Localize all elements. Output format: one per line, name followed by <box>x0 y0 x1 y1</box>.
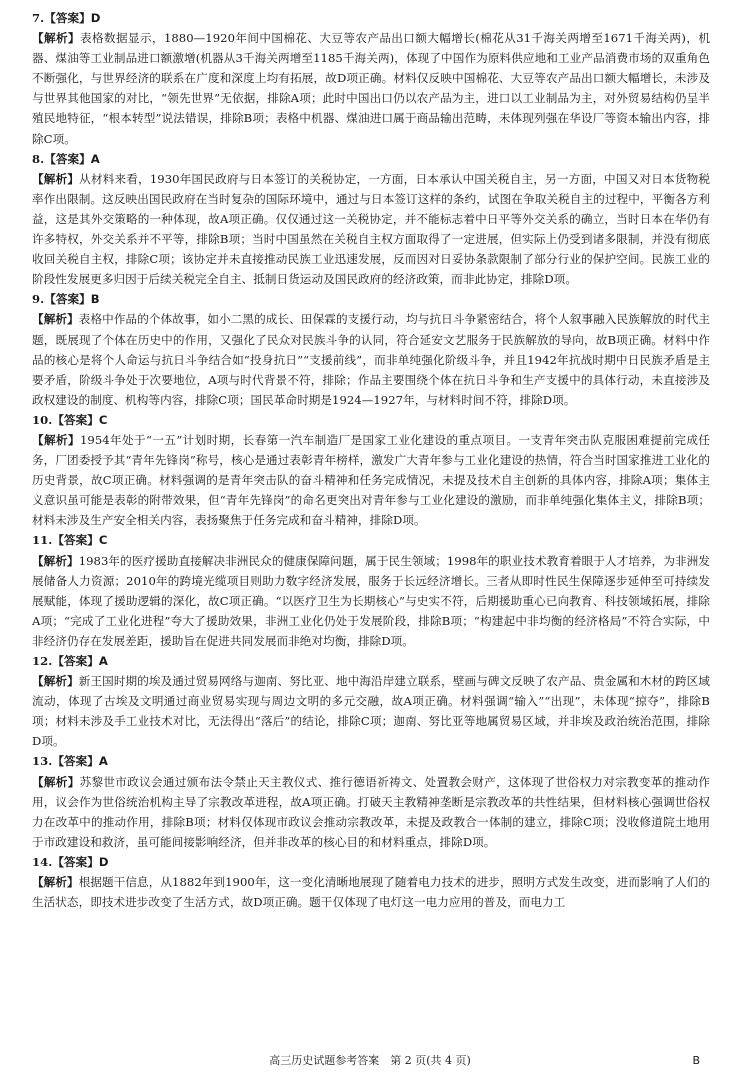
answer-label: 【答案】 <box>44 11 91 25</box>
question-number: 11. <box>32 533 53 548</box>
answer-choice: D <box>90 11 101 25</box>
analysis-label: 【解析】 <box>32 171 80 186</box>
answer-label: 【答案】 <box>52 754 99 769</box>
page-number-label: 高三历史试题参考答案 第 2 页(共 4 页) <box>269 1054 471 1067</box>
question-number: 7. <box>32 11 45 25</box>
answer-choice: A <box>98 654 108 668</box>
answer-label: 【答案】 <box>52 412 99 427</box>
answer-label: 【答案】 <box>52 533 99 548</box>
analysis-paragraph <box>32 551 710 651</box>
analysis-text: 1954年处于“一五”计划时期，长春第一汽车制造厂是国家工业化建设的重点项目。一支青年突击队克服困难提前完成任务，厂团委授予其“青年先锋岗”称号，核心是通过表彰青年榜样，激发广大青年参与工业化建设的热情，符合当时国家推进工业化的历史背景，故C项正确。材料强调的是青年突击队的奋斗精神和任务完成情况，未提及技术自主创新的具体内容，排除A项；集体主义意识虽可能是表彰的附带效果，但“青年先锋岗”的命名更突出对青年参与工业化建设的激励，而非单纯强化集体主义，排除B项；材料未涉及生产安全相关内容，表扬聚焦于任务完成和奋斗精神，排除D项。 <box>32 432 710 528</box>
question-block <box>32 410 710 531</box>
analysis-label: 【解析】 <box>32 312 79 327</box>
answer-line <box>32 751 710 771</box>
question-block <box>32 149 710 290</box>
question-block <box>32 751 710 851</box>
answer-line <box>32 149 710 169</box>
answer-line <box>32 8 710 28</box>
question-number: 13. <box>32 754 53 769</box>
analysis-text: 表格中作品的个体故事，如小二黑的成长、田保霖的支援行动，均与抗日斗争紧密结合，将个人叙事融入民族解放的时代主题，既展现了个体在历史中的作用，又强化了民众对民族斗争的认同，符合延安文艺服务于民族解放的导向，故B项正确。材料中作品的核心是将个人命运与抗日斗争结合如“投身抗日”“支援前线”，而非单纯强化阶级斗争，并且1942年抗战时期中日民族矛盾是主要矛盾，阶级斗争处于次要地位，A项与时代背景不符，排除；作品主要围绕个体在抗日斗争和生产支援中的具体行动，未直接涉及政权建设的制度、机构等内容，排除C项；国民革命时期是1924—1927年，与材料时间不符，排除D项。 <box>32 312 710 407</box>
question-number: 9. <box>32 292 45 307</box>
analysis-text: 从材料来看，1930年国民政府与日本签订的关税协定，一方面，日本承认中国关税自主，另一方面，中国又对日本货物税率作出限制。这反映出国民政府在当时复杂的国际环境中，通过与日本签订这样的条约，试图在争取关税自主的过程中，平衡各方利益，这是其外交策略的一种体现，故A项正确。仅仅通过这一关税协定，并不能标志着中日平等外交关系的确立，当时日本在华仍有许多特权，外交关系并不平等，排除B项；当时中国虽然在关税自主权方面取得了一定进展，但实际上仍受到诸多限制，并没有彻底收回关税自主权，排除C项；该协定并未直接推动民族工业迅速发展，反而因对日妥协条款限制了部分行业的保护空间。民族工业的阶段性发展更多归因于后续关税完全自主、抵制日货运动及国民政府的经济政策，而非此协定，排除D项。 <box>32 171 710 287</box>
analysis-label: 【解析】 <box>32 31 80 46</box>
answer-sheet-body <box>32 8 710 912</box>
question-number: 12. <box>32 654 53 668</box>
answer-line <box>32 289 710 309</box>
analysis-label: 【解析】 <box>32 553 79 568</box>
question-block <box>32 852 710 912</box>
question-block <box>32 651 710 751</box>
answer-choice: B <box>90 292 100 307</box>
answer-choice: C <box>98 533 108 548</box>
answer-line <box>32 651 710 671</box>
analysis-paragraph <box>32 169 710 290</box>
question-number: 8. <box>32 151 45 166</box>
question-block <box>32 530 710 651</box>
answer-choice: A <box>98 754 108 769</box>
analysis-text: 苏黎世市政议会通过颁布法令禁止天主教仪式、推行德语祈祷文、处置教会财产，这体现了世俗权力对宗教变革的推动作用，议会作为世俗统治机构主导了宗教改革进程，故A项正确。打破天主教精神垄断是宗教改革的共性结果，但材料核心强调世俗权力在改革中的推动作用，排除B项；材料仅体现市政议会推动宗教改革，未提及政教合一体制的建立，排除C项；没收修道院土地用于市政建设和救济，虽可能间接影响经济，但并非改革的核心目的和材料重点，排除D项。 <box>32 774 711 849</box>
answer-line <box>32 530 710 550</box>
analysis-paragraph <box>32 671 710 751</box>
answer-label: 【答案】 <box>52 654 99 668</box>
answer-line <box>32 410 710 430</box>
analysis-text: 1983年的医疗援助直接解决非洲民众的健康保障问题，属于民生领域；1998年的职业技术教育着眼于人才培养，为非洲发展储备人力资源；2010年的跨境光缆项目则助力数字经济发展，服务于长远经济增长。三者从即时性民生保障逐步延伸至可持续发展赋能，体现了援助逻辑的深化，故C项正确。“以医疗卫生为长期核心”与史实不符，后期援助重心已向教育、科技领域拓展，排除A项；“完成了工业化进程”夸大了援助效果，非洲工业化仍处于发展阶段，排除B项；“构建起中非均衡的经济格局”不符合实际，中非经济仍存在发展差距，援助旨在促进共同发展而非绝对均衡，排除D项。 <box>32 553 710 648</box>
analysis-paragraph <box>32 772 710 852</box>
analysis-label: 【解析】 <box>32 432 80 447</box>
analysis-text: 根据题干信息，从1882年到1900年，这一变化清晰地展现了随着电力技术的进步，照明方式发生改变，进而影响了人们的生活状态，即技术进步改变了生活方式，故D项正确。题干仅体现了电灯这一电力应用的普及，而电力工 <box>32 875 710 910</box>
answer-label: 【答案】 <box>44 151 91 166</box>
answer-label: 【答案】 <box>52 854 99 869</box>
question-block <box>32 289 710 410</box>
analysis-text: 新王国时期的埃及通过贸易网络与迦南、努比亚、地中海沿岸建立联系，壁画与碑文反映了农产品、贵金属和木材的跨区域流动，体现了古埃及文明通过商业贸易实现与周边文明的多元交融，故A项正确。材料强调“输入”“出现”，未体现“掠夺”，排除B项；材料未涉及手工业技术对比，无法得出“落后”的结论，排除C项；迦南、努比亚等地属贸易区域，并非埃及政治统治范围，排除D项。 <box>32 674 710 749</box>
answer-choice: D <box>98 854 109 869</box>
question-number: 14. <box>32 854 53 869</box>
analysis-paragraph <box>32 309 710 409</box>
analysis-label: 【解析】 <box>32 674 79 689</box>
page-footer <box>0 1050 740 1072</box>
question-block <box>32 8 710 149</box>
analysis-label: 【解析】 <box>32 774 80 789</box>
analysis-paragraph <box>32 430 710 530</box>
analysis-label: 【解析】 <box>32 875 79 890</box>
answer-label: 【答案】 <box>44 292 91 307</box>
question-number: 10. <box>32 412 53 427</box>
answer-choice: C <box>98 412 108 427</box>
analysis-text: 表格数据显示，1880—1920年间中国棉花、大豆等农产品出口额大幅增长(棉花从31千海关两增至1671千海关两)，机器、煤油等工业制品进口额激增(机器从3千海关两增至1185千海关两)，体现了中国作为原料供应地和工业产品消费市场的双重角色不断强化，与世界经济的联系在广度和深度上均有拓展，故D项正确。材料仅反映中国棉花、大豆等农产品出口额大幅增长，未涉及与世界其他国家的对比，“领先世界”无依据，排除A项；此时中国出口仍以农产品为主，进口以工业制品为主，对外贸易结构仍呈半殖民地特征，“根本转型”说法错误，排除B项；表格中机器、煤油进口属于商品输出范畴，未体现列强在华设厂等资本输出内容，排除C项。 <box>32 31 710 146</box>
answer-choice: A <box>90 151 100 166</box>
analysis-paragraph <box>32 28 710 149</box>
paper-version-label: B <box>692 1054 700 1067</box>
analysis-paragraph <box>32 872 710 912</box>
answer-line <box>32 852 710 872</box>
